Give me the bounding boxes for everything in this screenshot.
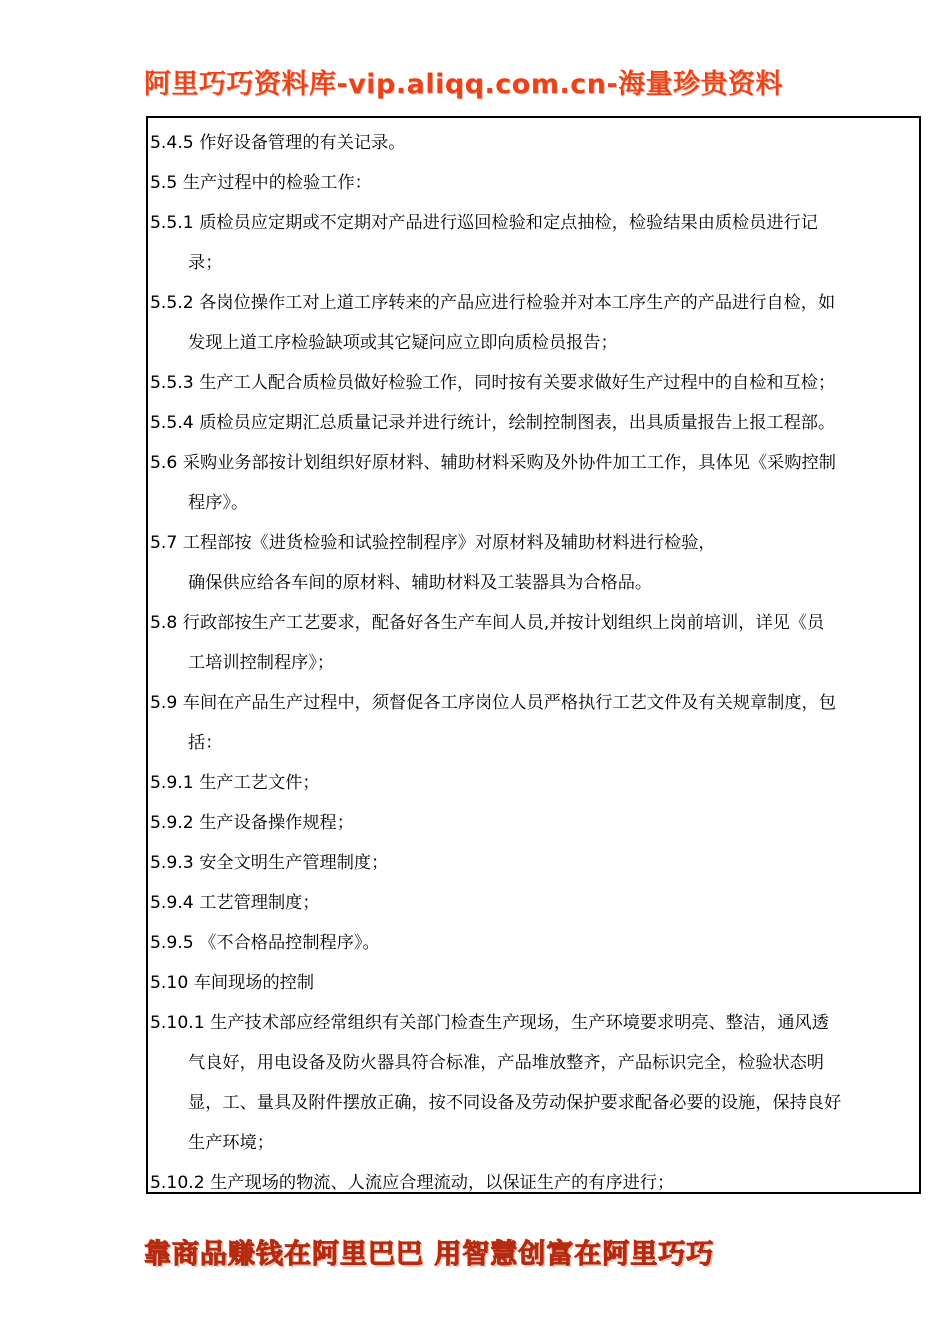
clause-5-10-1: 5.10.1 生产技术部应经常组织有关部门检查生产现场，生产环境要求明亮、整洁，通风透	[150, 1013, 829, 1033]
clause-5-9-1: 5.9.1 生产工艺文件；	[150, 773, 320, 793]
clause-5-9-5: 5.9.5 《不合格品控制程序》。	[150, 933, 380, 953]
clause-5-9-cont: 括：	[188, 733, 223, 753]
clause-5-9: 5.9 车间在产品生产过程中，须督促各工序岗位人员严格执行工艺文件及有关规章制度，包	[150, 693, 836, 713]
clause-5-6-cont: 程序》。	[188, 493, 249, 513]
clause-5-9-3: 5.9.3 安全文明生产管理制度；	[150, 853, 389, 873]
clause-5-9-2: 5.9.2 生产设备操作规程；	[150, 813, 354, 833]
clause-5-7-cont: 确保供应给各车间的原材料、辅助材料及工装器具为合格品。	[188, 573, 653, 593]
clause-5-5-2: 5.5.2 各岗位操作工对上道工序转来的产品应进行检验并对本工序生产的产品进行自检，如	[150, 293, 836, 313]
clause-5-5-4: 5.5.4 质检员应定期汇总质量记录并进行统计，绘制控制图表，出具质量报告上报工程部。	[150, 413, 836, 433]
clause-5-9-4: 5.9.4 工艺管理制度；	[150, 893, 320, 913]
clause-5-4-5: 5.4.5 作好设备管理的有关记录。	[150, 133, 406, 153]
clause-5-5-1: 5.5.1 质检员应定期或不定期对产品进行巡回检验和定点抽检，检验结果由质检员进行记	[150, 213, 818, 233]
clause-5-5-3: 5.5.3 生产工人配合质检员做好检验工作，同时按有关要求做好生产过程中的自检和互检；	[150, 373, 836, 393]
clause-5-5-2-cont: 发现上道工序检验缺项或其它疑问应立即向质检员报告；	[188, 333, 618, 353]
clause-5-8: 5.8 行政部按生产工艺要求，配备好各生产车间人员,并按计划组织上岗前培训，详见《员	[150, 613, 825, 633]
clause-5-10-1-cont-1: 气良好，用电设备及防火器具符合标准，产品堆放整齐，产品标识完全，检验状态明	[188, 1053, 824, 1073]
clause-5-10-1-cont-2: 显，工、量具及附件摆放正确，按不同设备及劳动保护要求配备必要的设施，保持良好	[188, 1093, 842, 1113]
clause-5-10-2: 5.10.2 生产现场的物流、人流应合理流动，以保证生产的有序进行；	[150, 1173, 675, 1193]
clause-5-10-1-cont-3: 生产环境；	[188, 1133, 274, 1153]
clause-5-5: 5.5 生产过程中的检验工作：	[150, 173, 372, 193]
clause-5-5-1-cont: 录；	[188, 253, 223, 273]
clause-5-8-cont: 工培训控制程序》；	[188, 653, 335, 673]
clause-5-6: 5.6 采购业务部按计划组织好原材料、辅助材料采购及外协件加工工作，具体见《采购控制	[150, 453, 836, 473]
footer-banner: 靠商品赚钱在阿里巴巴 用智慧创富在阿里巧巧	[144, 1239, 715, 1270]
clause-5-10: 5.10 车间现场的控制	[150, 973, 315, 993]
clause-5-7: 5.7 工程部按《进货检验和试验控制程序》对原材料及辅助材料进行检验，	[150, 533, 716, 553]
header-banner: 阿里巧巧资料库-vip.aliqq.com.cn-海量珍贵资料	[144, 69, 784, 100]
